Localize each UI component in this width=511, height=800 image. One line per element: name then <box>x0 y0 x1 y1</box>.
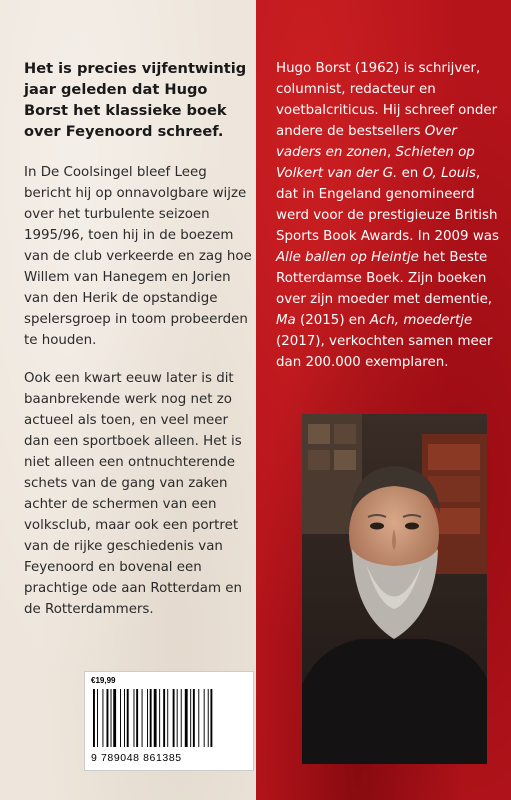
barcode-bar <box>93 689 95 747</box>
bio-text: (2015) en <box>295 313 370 328</box>
blurb-paragraph-1: In De Coolsingel bleef Leeg bericht hij op onnavolgbare wijze over het turbulente seizoen 1995/96, toen hij in de boezem van de club verkeerde en zag hoe Willem van Hanegem en Jorien van den Herik de opstandige spelersgroep in toom probeerden te houden. <box>24 165 252 348</box>
barcode-bar <box>150 689 152 747</box>
barcode-bar <box>127 689 129 747</box>
barcode-bar <box>167 689 168 747</box>
barcode-bar <box>159 689 160 747</box>
bio-text: Hugo Borst (1962) is schrijver, columnist, redacteur en voetbalcriticus. Hij schreef onder andere de bestsellers <box>276 61 498 139</box>
barcode-bar <box>102 689 103 747</box>
barcode-bar <box>198 689 199 747</box>
barcode-bar <box>120 689 121 747</box>
bio-text: , <box>387 145 396 160</box>
price-label: €19,99 <box>91 676 116 685</box>
author-photo <box>302 414 487 764</box>
barcode-bar <box>111 689 112 747</box>
blurb-paragraph-2: Ook een kwart eeuw later is dit baanbrekende werk nog net zo actueel als toen, en veel meer dan een sportboek alleen. Het is niet alleen een ontnuchterende schets van de gang van zaken achter de schermen van een volksclub, maar ook een portret van de rijke geschiedenis van Feyenoord en bovenal een prachtige ode aan Rotterdam en de Rotterdammers. <box>24 371 243 617</box>
barcode-bar <box>134 689 135 747</box>
barcode-bar <box>147 689 148 747</box>
barcode-bar <box>208 689 209 747</box>
bio-title: Ma <box>276 313 296 328</box>
author-bio <box>276 58 501 373</box>
barcode-bar <box>204 689 205 747</box>
lead-text: Het is precies vijfentwintig jaar geleden dat Hugo Borst het klassieke boek over Feyenoord schreef. <box>24 60 247 140</box>
barcode-bar <box>177 689 178 747</box>
barcode-bar <box>97 689 98 747</box>
barcode-bar <box>185 689 188 747</box>
barcode-bar <box>113 689 116 747</box>
bio-title: Schieten op Volkert van der G. <box>276 145 475 181</box>
barcode-bar <box>190 689 191 747</box>
barcode-icon <box>91 689 245 747</box>
barcode-bar <box>124 689 125 747</box>
isbn-number: 9 789048 861385 <box>91 752 182 764</box>
bio-text: , dat in Engeland genomineerd werd voor de prestigieuze British Sports Book Awards. In 2009 was <box>276 166 499 244</box>
barcode-bar <box>163 689 165 747</box>
barcode-bar <box>142 689 143 747</box>
bio-text: het Beste Rotterdamse Boek. Zijn boeken over zijn moeder met dementie, <box>276 250 493 307</box>
barcode-bar <box>107 689 109 747</box>
bio-title: Alle ballen op Heintje <box>276 250 419 265</box>
barcode-bar <box>136 689 138 747</box>
bio-title: O, Louis <box>422 166 476 181</box>
author-portrait-icon <box>302 414 487 764</box>
barcode-bar <box>154 689 157 747</box>
barcode-bar <box>193 689 195 747</box>
bio-title: Ach, moedertje <box>369 313 473 328</box>
barcode-bar <box>210 689 212 747</box>
barcode-bar <box>181 689 182 747</box>
bio-title: Over vaders en zonen <box>276 124 457 160</box>
bio-text: (2017), verkochten samen meer dan 200.000 exemplaren. <box>276 334 493 370</box>
bio-text: en <box>397 166 423 181</box>
barcode-bar <box>173 689 175 747</box>
